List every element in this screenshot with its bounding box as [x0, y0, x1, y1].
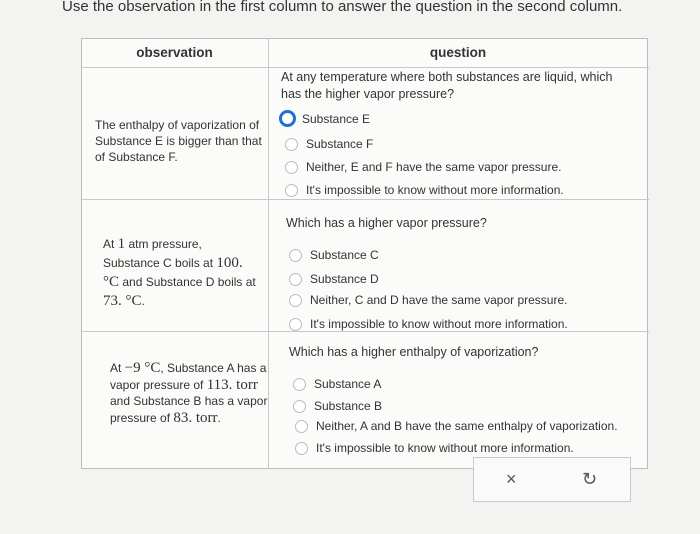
option-1-3[interactable]: [285, 160, 561, 174]
instruction-text: Use the observation in the first column to answer the question in the second column.: [62, 0, 623, 15]
obs-value: −9 °C: [124, 360, 161, 376]
option-label: Substance C: [310, 248, 379, 262]
obs-text: , Substance A has a vapor pressure of: [110, 361, 267, 392]
option-1-2[interactable]: [285, 137, 373, 151]
radio-icon[interactable]: [285, 161, 298, 174]
option-2-2[interactable]: [289, 272, 379, 286]
header-question: question: [429, 45, 487, 60]
header-divider: [82, 67, 649, 68]
header-observation: observation: [136, 45, 213, 60]
question-1: At any temperature where both substances are liquid, which has the higher vapor pressure?: [281, 70, 613, 101]
obs-value: 113. torr: [206, 376, 258, 393]
obs-text: and Substance D boils at: [119, 275, 256, 289]
radio-selected-icon[interactable]: [279, 110, 296, 127]
option-label: Substance B: [314, 399, 383, 413]
radio-icon[interactable]: [293, 378, 306, 391]
radio-icon[interactable]: [289, 249, 302, 262]
radio-icon[interactable]: [295, 420, 308, 433]
row-divider-2: [82, 331, 649, 332]
obs-text: .: [141, 294, 145, 308]
option-label: Substance D: [310, 272, 379, 286]
option-2-1[interactable]: [289, 248, 379, 262]
obs-text: At: [110, 361, 125, 375]
obs-text: atm pressure, Substance C boils at: [103, 237, 217, 270]
option-label: Substance F: [306, 137, 374, 151]
close-icon[interactable]: ×: [506, 469, 517, 489]
obs-value: 73. °C: [103, 293, 142, 309]
radio-icon[interactable]: [293, 400, 306, 413]
obs-value: 1: [117, 236, 126, 252]
option-label: It's impossible to know without more information.: [306, 183, 564, 197]
radio-icon[interactable]: [295, 442, 308, 455]
option-label: Neither, C and D have the same vapor pressure.: [310, 293, 568, 307]
option-3-1[interactable]: [293, 377, 381, 391]
action-bar: [473, 457, 631, 502]
option-3-2[interactable]: [293, 399, 382, 413]
observation-1: The enthalpy of vaporization of Substance E is bigger than that of Substance F.: [95, 118, 262, 164]
reset-icon[interactable]: ↻: [582, 469, 598, 489]
obs-value: 100. °C: [103, 255, 243, 290]
radio-icon[interactable]: [289, 318, 302, 331]
row-divider-1: [82, 199, 649, 200]
option-3-4[interactable]: [295, 441, 574, 455]
option-2-3[interactable]: [289, 293, 567, 307]
option-2-4[interactable]: [289, 317, 568, 331]
question-2: Which has a higher vapor pressure?: [286, 216, 487, 230]
observation-3: [110, 360, 270, 426]
radio-icon[interactable]: [285, 184, 298, 197]
obs-text: and Substance B has a vapor pressure of: [110, 394, 268, 425]
radio-icon[interactable]: [285, 138, 298, 151]
option-label: It's impossible to know without more information.: [316, 441, 574, 455]
obs-text: .: [217, 410, 221, 425]
obs-text: At: [103, 237, 118, 251]
observation-2: [103, 235, 258, 311]
radio-icon[interactable]: [289, 273, 302, 286]
option-1-4[interactable]: [285, 183, 564, 197]
question-table: [81, 38, 648, 469]
radio-icon[interactable]: [289, 294, 302, 307]
option-label: Substance A: [314, 377, 382, 391]
option-label: Substance E: [302, 111, 371, 126]
option-label: Neither, E and F have the same vapor pressure.: [306, 160, 562, 174]
question-3: Which has a higher enthalpy of vaporization?: [289, 345, 539, 359]
obs-value: 83. torr: [173, 409, 218, 426]
option-1-1[interactable]: [279, 110, 370, 127]
option-3-3[interactable]: [295, 419, 618, 433]
option-label: Neither, A and B have the same enthalpy of vaporization.: [316, 419, 618, 433]
option-label: It's impossible to know without more information.: [310, 317, 568, 331]
